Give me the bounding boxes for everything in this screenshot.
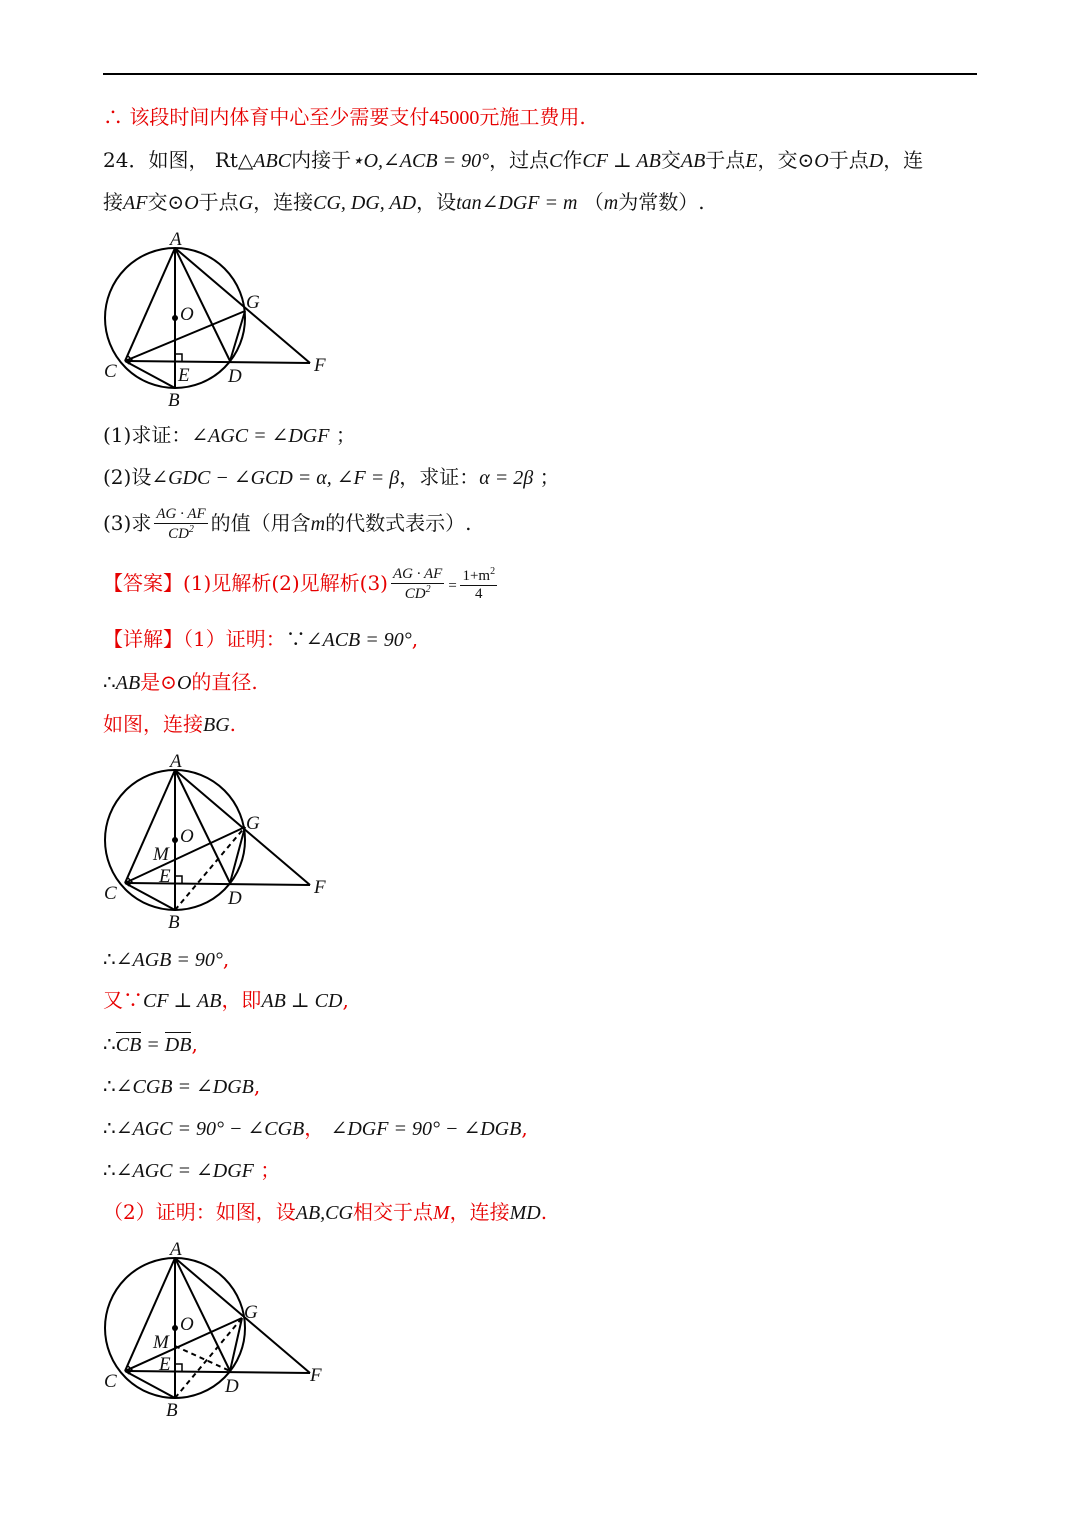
figure-3: [100, 1238, 340, 1423]
detail-line-5: 又∵CF ⊥ AB，即AB ⊥ CD,: [103, 988, 349, 1012]
detail-line-4: ∴∠AGB = 90°,: [103, 947, 230, 971]
label-B: B: [166, 1400, 178, 1421]
label-D: D: [228, 888, 242, 909]
prev-conclusion: ∴ 该段时间内体育中心至少需要支付45000元施工费用.: [103, 105, 586, 129]
detail-line-2: ∴AB是⊙O的直径.: [103, 670, 258, 694]
label-E: E: [178, 365, 190, 386]
figure-1: [100, 228, 340, 413]
label-C: C: [104, 883, 117, 904]
label-C: C: [104, 361, 117, 382]
detail-line-1: 【详解】（1）证明：∵∠ACB = 90°,: [103, 627, 419, 651]
label-G: G: [246, 813, 260, 834]
label-E: E: [159, 1354, 171, 1375]
label-B: B: [168, 912, 180, 933]
detail-line-10: （2）证明：如图，设AB,CG相交于点M，连接MD.: [103, 1200, 548, 1224]
label-D: D: [228, 366, 242, 387]
label-G: G: [246, 292, 260, 313]
label-F: F: [310, 1365, 322, 1386]
label-G: G: [244, 1302, 258, 1323]
figure-2: [100, 750, 340, 935]
label-F: F: [314, 355, 326, 376]
label-O: O: [180, 826, 194, 847]
answer-line: 【答案】(1)见解析(2)见解析(3) $\frac{AG \cdot AF}{CD^2}$ = $\frac{1+m^2}{4}$: [103, 566, 496, 602]
detail-line-7: ∴∠CGB = ∠DGB,: [103, 1074, 261, 1098]
detail-line-9: ∴∠AGC = ∠DGF ；: [103, 1158, 281, 1182]
label-F: F: [314, 877, 326, 898]
label-M: M: [153, 844, 169, 865]
q3-fraction: $\frac{AG \cdot AF}{CD^2}$: [156, 506, 206, 542]
label-O: O: [180, 1314, 194, 1335]
label-C: C: [104, 1371, 117, 1392]
detail-line-8: ∴∠AGC = 90° − ∠CGB， ∠DGF = 90° − ∠DGB,: [103, 1116, 528, 1140]
label-A: A: [170, 1239, 182, 1260]
question-2: (2)设∠GDC − ∠GCD = α, ∠F = β，求证：α = 2β ；: [103, 465, 560, 489]
header-rule: [103, 73, 977, 75]
problem-line-2: 接AF交⊙O于点G，连接CG, DG, AD，设tan∠DGF = m （m为常数）.: [103, 190, 705, 214]
label-B: B: [168, 390, 180, 411]
detail-line-6: ∴CB = DB,: [103, 1032, 198, 1056]
question-3: (3)求 $\frac{AG \cdot AF}{CD^2}$ 的值（用含m的代数式表示）.: [103, 506, 472, 542]
problem-line-1: 24．如图， Rt△ABC内接于⋆O,∠ACB = 90°，过点C作CF ⊥ AB交AB于点E，交⊙O于点D，连: [103, 148, 924, 172]
label-O: O: [180, 304, 194, 325]
question-1: (1)求证：∠AGC = ∠DGF ；: [103, 423, 356, 447]
detail-line-3: 如图，连接BG.: [103, 712, 237, 736]
label-D: D: [225, 1376, 239, 1397]
label-A: A: [170, 229, 182, 250]
label-M: M: [153, 1332, 169, 1353]
label-E: E: [159, 866, 171, 887]
label-A: A: [170, 751, 182, 772]
